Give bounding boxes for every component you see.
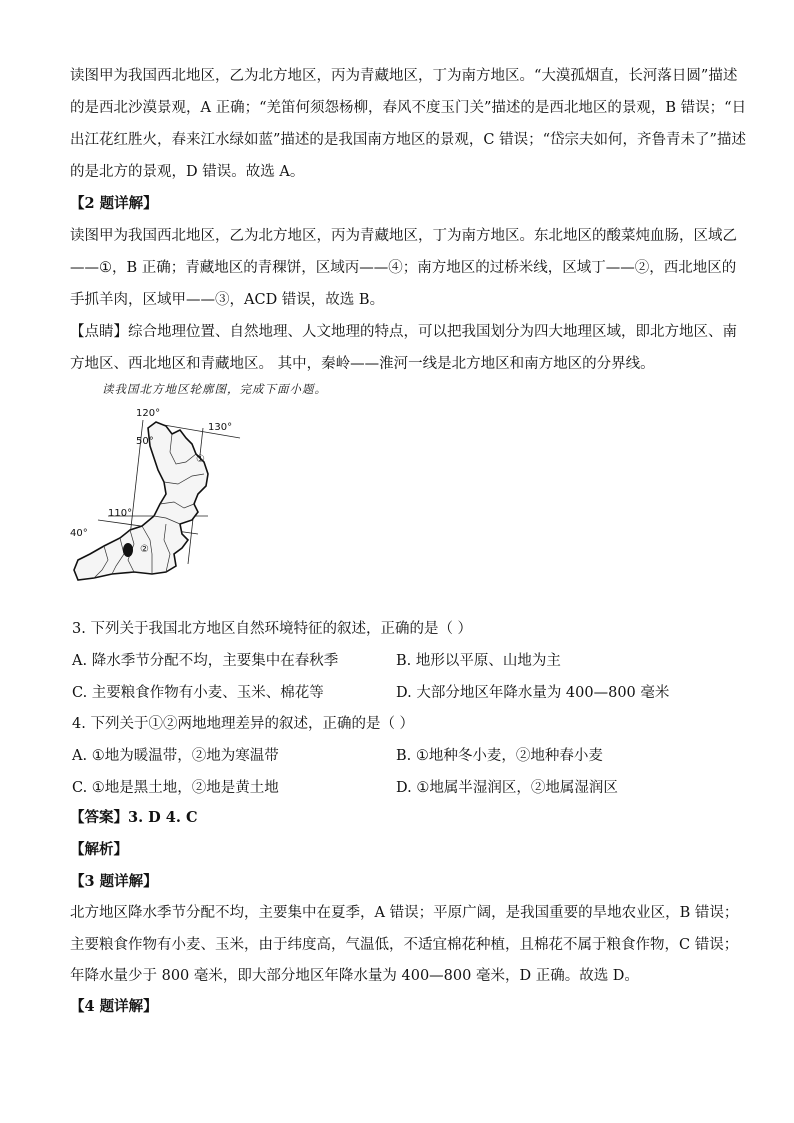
text-line: 读图甲为我国西北地区，乙为北方地区，丙为青藏地区，丁为南方地区。“大漠孤烟直，长河落日圆”描述 [70, 68, 738, 84]
text-line: 年降水量少于 800 毫米，即大部分地区年降水量为 400—800 毫米，D 正确。故选 D。 [70, 968, 639, 984]
label-130-degrees: 130° [208, 422, 233, 433]
text-line: 【点睛】综合地理位置、自然地理、人文地理的特点，可以把我国划分为四大地理区域，即北方地区、南 [70, 324, 737, 340]
text-line: 的是北方的景观，D 错误。故选 A。 [70, 164, 305, 180]
text-line: 北方地区降水季节分配不均，主要集中在夏季，A 错误；平原广阔，是我国重要的旱地农业区，B 错误； [70, 905, 739, 921]
section-heading: 【3 题详解】 [70, 873, 158, 890]
question-stem: 4. 下列关于①②两地地理差异的叙述，正确的是（ ） [72, 716, 415, 732]
figure-caption: 读我国北方地区轮廓图，完成下面小题。 [102, 382, 327, 396]
text-line: 读图甲为我国西北地区，乙为北方地区，丙为青藏地区，丁为南方地区。东北地区的酸菜炖血肠，区域乙 [70, 228, 737, 244]
option-d: D. 大部分地区年降水量为 400—800 毫米 [396, 685, 670, 701]
option-a: A. ①地为暖温带，②地为寒温带 [72, 748, 279, 764]
option-b: B. ①地种冬小麦，②地种春小麦 [396, 748, 603, 764]
option-c: C. ①地是黑土地，②地是黄土地 [72, 780, 279, 796]
analysis-heading: 【解析】 [70, 841, 128, 858]
option-a: A. 降水季节分配不均，主要集中在春秋季 [72, 653, 339, 669]
text-line: 主要粮食作物有小麦、玉米，由于纬度高，气温低，不适宜棉花种植，且棉花不属于粮食作物，C 错误； [70, 937, 739, 953]
option-d: D. ①地属半湿润区，②地属湿润区 [396, 780, 618, 796]
label-50-degrees: 50° [136, 436, 154, 447]
text-line: 的是西北沙漠景观，A 正确；“羌笛何须怨杨柳，春风不度玉门关”描述的是西北地区的景观，B 错误；“日 [70, 100, 747, 116]
label-40-degrees: 40° [70, 528, 88, 539]
option-b: B. 地形以平原、山地为主 [396, 653, 561, 669]
section-heading: 【4 题详解】 [70, 998, 158, 1015]
answer-line: 【答案】3. D 4. C [70, 809, 198, 826]
question-stem: 3. 下列关于我国北方地区自然环境特征的叙述，正确的是（ ） [72, 621, 473, 637]
marker-point-2: ② [140, 544, 149, 555]
north-china-outline-map [68, 404, 268, 604]
label-110-degrees: 110° [108, 508, 133, 519]
label-120-degrees: 120° [136, 408, 161, 419]
text-line: 出江花红胜火，春来江水绿如蓝”描述的是我国南方地区的景观，C 错误；“岱宗夫如何，齐鲁青未了”描述 [70, 132, 746, 148]
option-c: C. 主要粮食作物有小麦、玉米、棉花等 [72, 685, 324, 701]
text-line: 方地区、西北地区和青藏地区。 其中，秦岭——淮河一线是北方地区和南方地区的分界线。 [70, 356, 655, 372]
text-line: 手抓羊肉，区域甲——③，ACD 错误，故选 B。 [70, 292, 385, 308]
marker-point-1: ① [196, 454, 205, 465]
text-line: ——①，B 正确；青藏地区的青稞饼，区域丙——④；南方地区的过桥米线，区域丁——②，西北地区的 [70, 260, 737, 276]
section-heading: 【2 题详解】 [70, 195, 158, 212]
